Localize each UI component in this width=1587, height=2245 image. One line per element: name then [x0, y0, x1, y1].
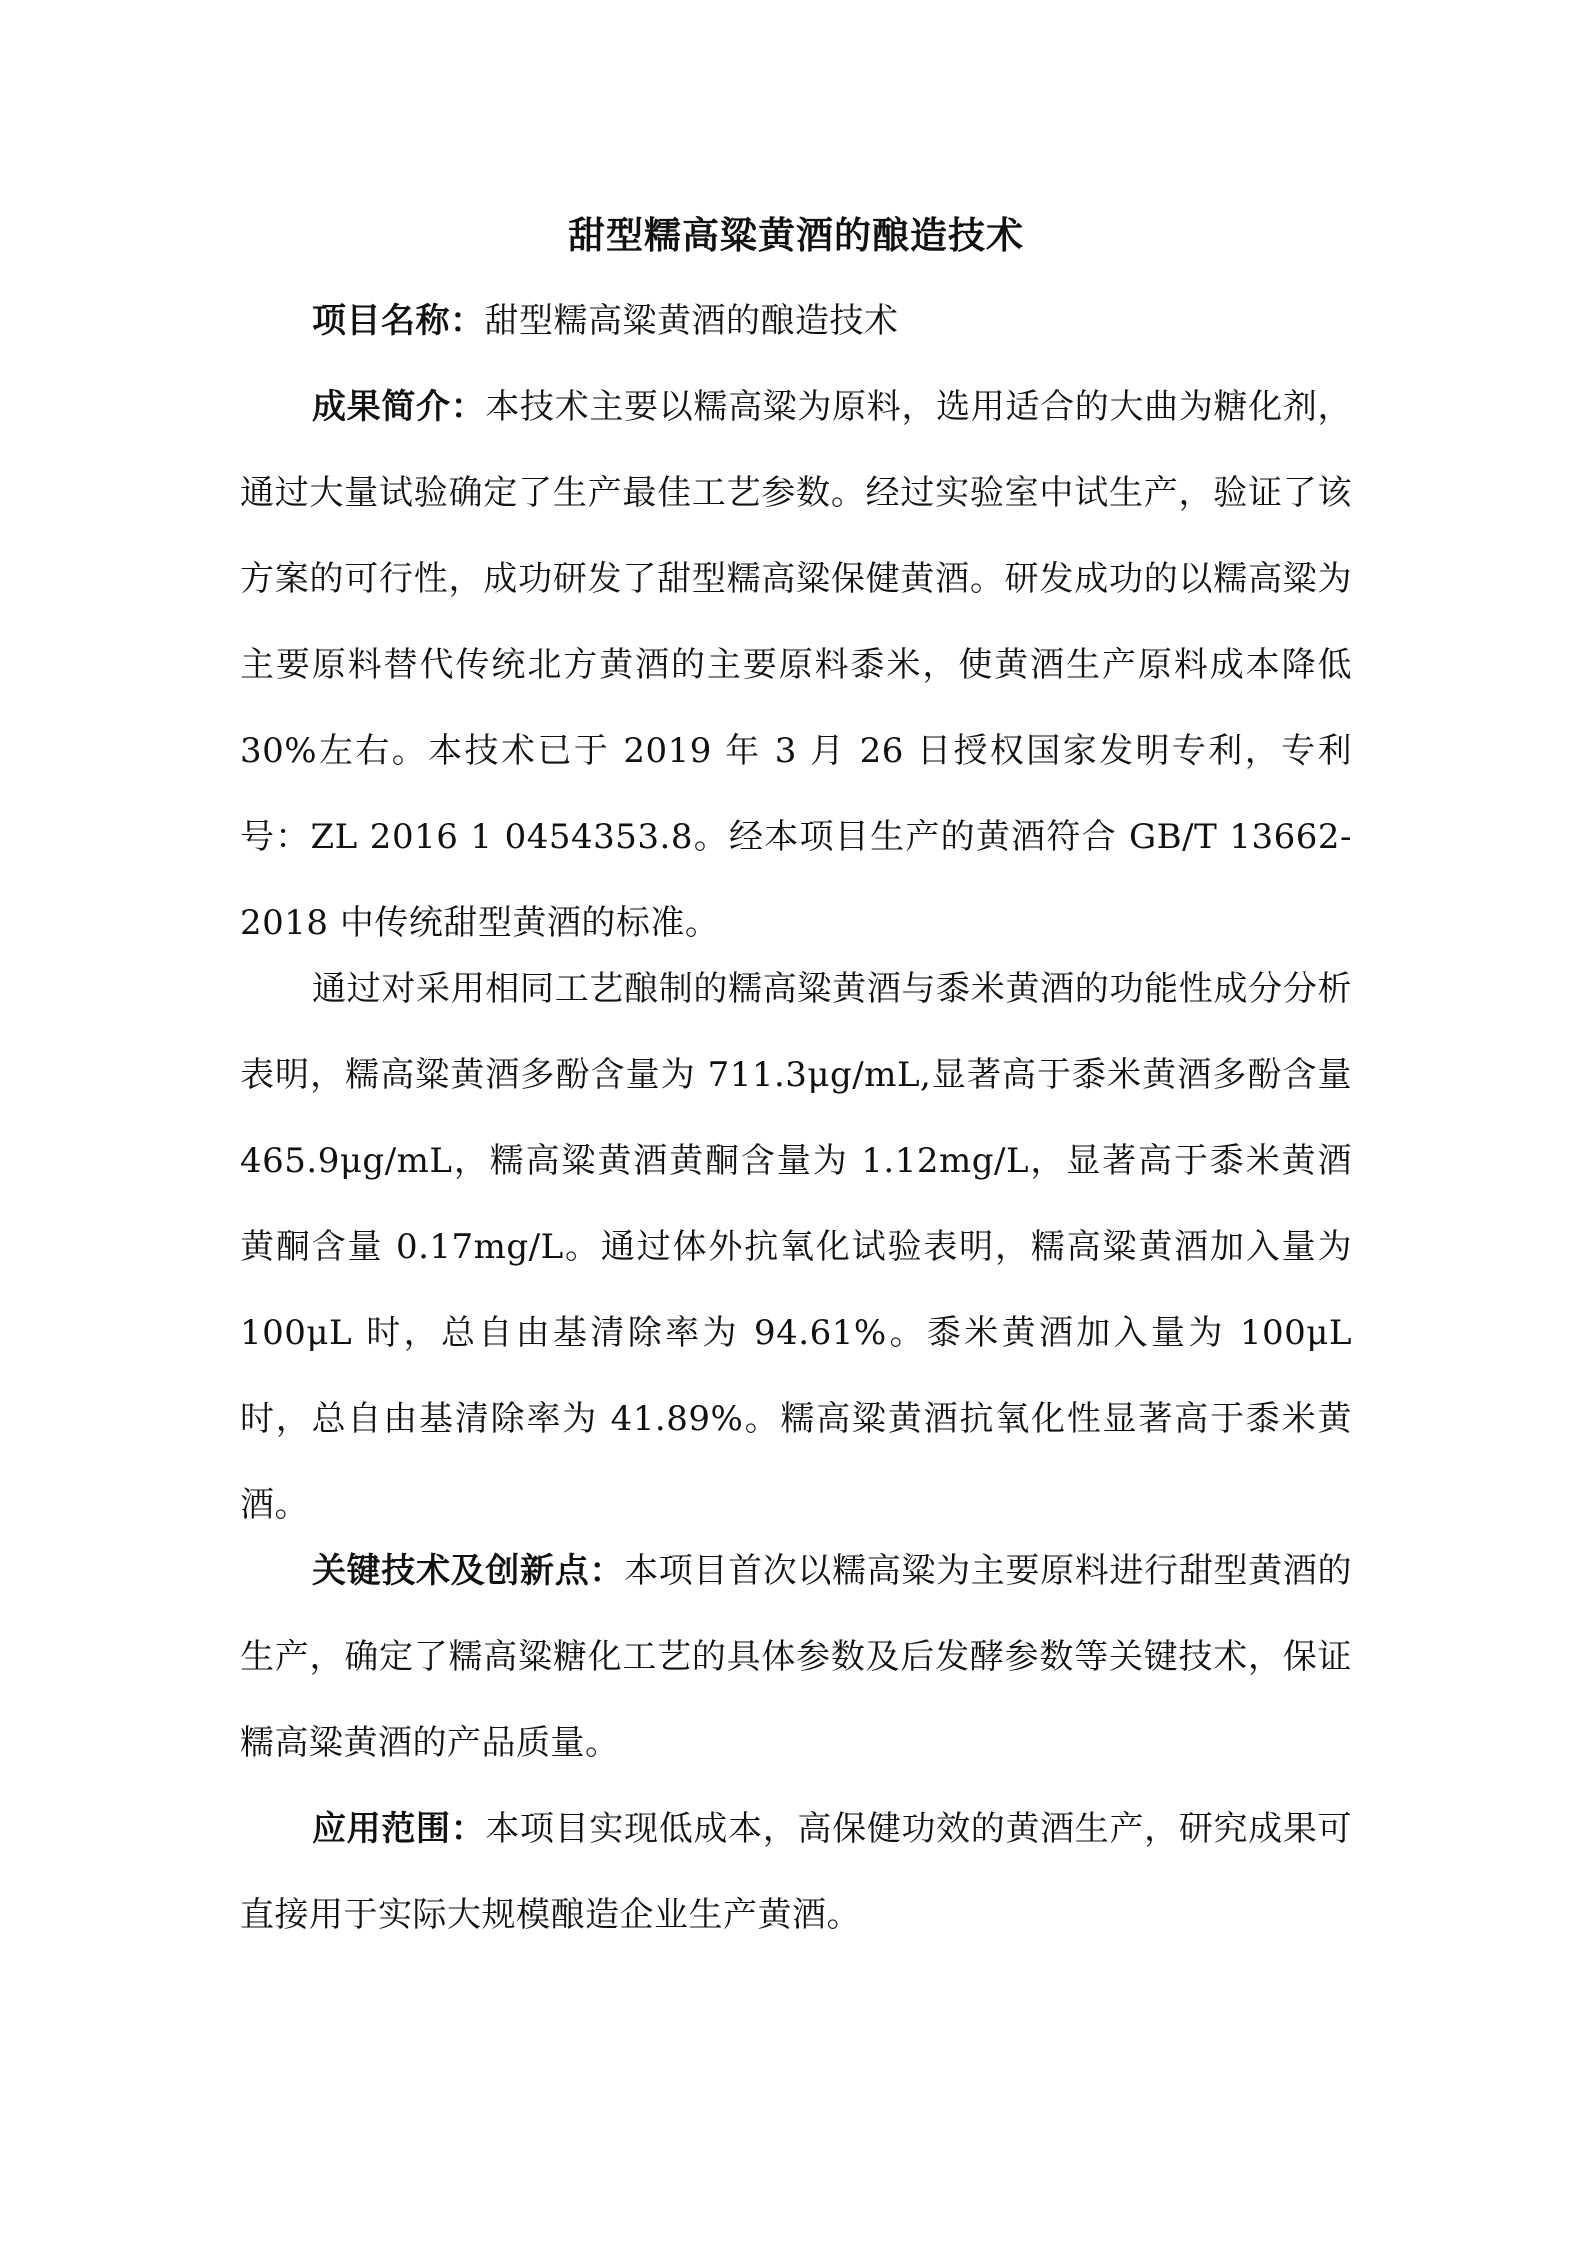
project-name-label: 项目名称：	[312, 301, 485, 341]
project-name-text: 甜型糯高粱黄酒的酿造技术	[484, 301, 899, 341]
key-tech-paragraph	[240, 1528, 1352, 1786]
summary-label: 成果简介：	[312, 387, 486, 427]
analysis-paragraph	[240, 946, 1352, 1548]
summary-text: 本技术主要以糯高粱为原料，选用适合的大曲为糖化剂，通过大量试验确定了生产最佳工艺参数。经过实验室中试生产，验证了该方案的可行性，成功研发了甜型糯高粱保健黄酒。研发成功的以糯高粱为主要原料替代传统北方黄酒的主要原料黍米，使黄酒生产原料成本降低 30%左右。本技术已于 2019 年 3 月 26 日授权国家发明专利，专利号：ZL 2016 1 0454353.8。经本项目生产的黄酒符合 GB/T 13662-2018 中传统甜型黄酒的标准。	[240, 387, 1353, 943]
document-title: 甜型糯高粱黄酒的酿造技术	[568, 213, 1024, 257]
scope-paragraph	[240, 1786, 1352, 1958]
analysis-text: 通过对采用相同工艺酿制的糯高粱黄酒与黍米黄酒的功能性成分分析表明，糯高粱黄酒多酚含量为 711.3μg/mL,显著高于黍米黄酒多酚含量 465.9μg/mL，糯高粱黄酒黄酮含量为 1.12mg/L，显著高于黍米黄酒黄酮含量 0.17mg/L。通过体外抗氧化试验表明，糯高粱黄酒加入量为 100μL 时，总自由基清除率为 94.61%。黍米黄酒加入量为 100μL 时，总自由基清除率为 41.89%。糯高粱黄酒抗氧化性显著高于黍米黄酒。	[240, 969, 1352, 1525]
key-tech-label: 关键技术及创新点：	[312, 1551, 625, 1591]
scope-text: 本项目实现低成本，高保健功效的黄酒生产，研究成果可直接用于实际大规模酿造企业生产黄酒。	[240, 1809, 1353, 1935]
scope-label: 应用范围：	[312, 1809, 486, 1849]
summary-paragraph	[240, 364, 1352, 966]
project-name-paragraph	[240, 278, 1352, 364]
key-tech-text: 本项目首次以糯高粱为主要原料进行甜型黄酒的生产，确定了糯高粱糖化工艺的具体参数及后发酵参数等关键技术，保证糯高粱黄酒的产品质量。	[240, 1551, 1353, 1763]
